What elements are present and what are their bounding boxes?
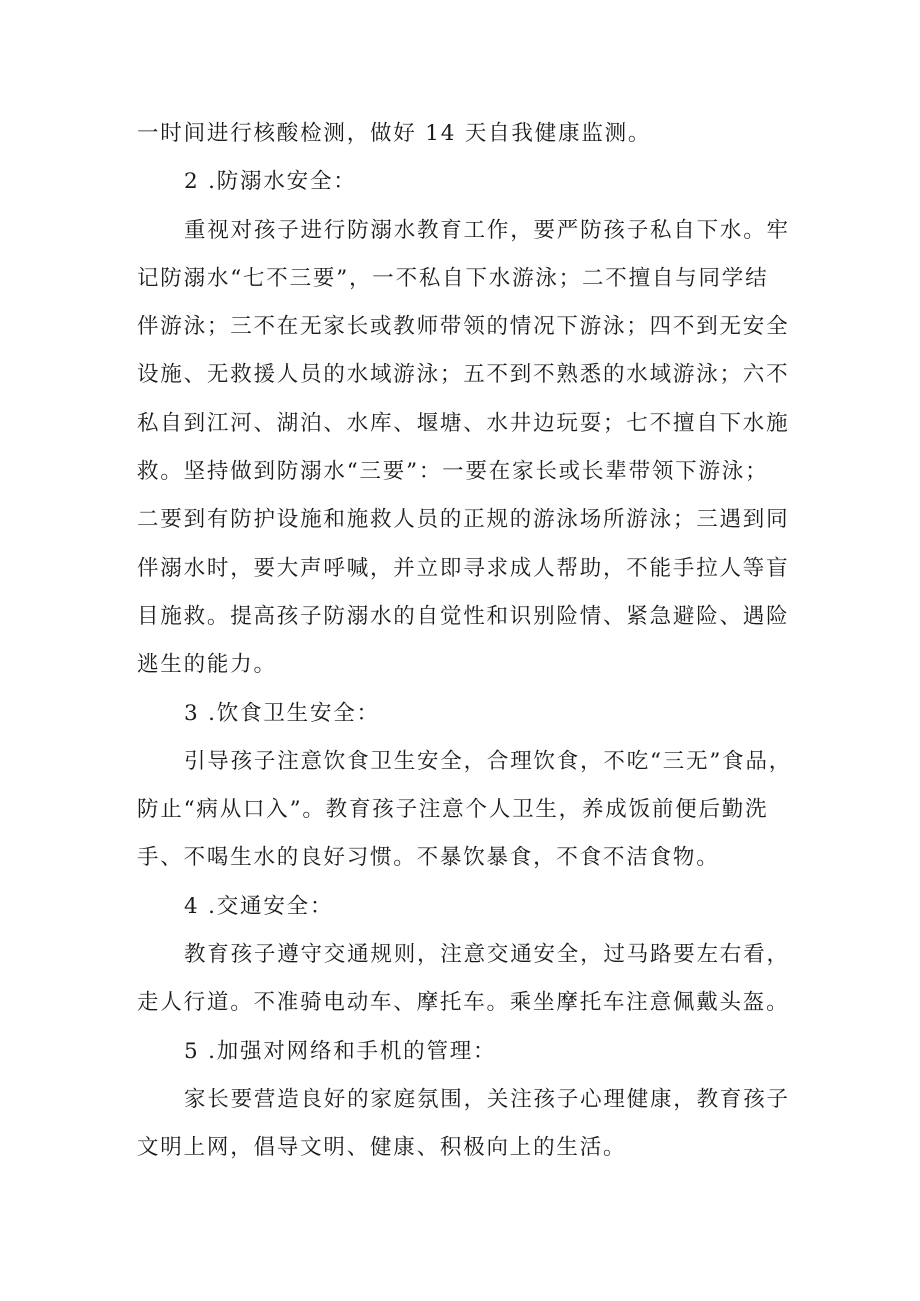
text-line: 引导孩子注意饮食卫生安全，合理饮食，不吃“三无”食品， bbox=[184, 748, 793, 774]
section-heading: 5 .加强对网络和手机的管理： bbox=[184, 1038, 497, 1064]
text-line: 逃生的能力。 bbox=[137, 652, 277, 678]
text-line: 家长要营造良好的家庭氛围，关注孩子心理健康，教育孩子 bbox=[184, 1086, 790, 1112]
text-line: 重视对孩子进行防溺水教育工作，要严防孩子私自下水。牢 bbox=[184, 217, 790, 243]
body-paragraph bbox=[137, 931, 797, 1028]
text-line: 防止“病从口入”。教育孩子注意个人卫生，养成饭前便后勤洗 bbox=[137, 797, 769, 823]
body-paragraph bbox=[137, 1076, 797, 1173]
text-line: 救。坚持做到防溺水“三要”：一要在家长或长辈带领下游泳； bbox=[137, 459, 769, 485]
text-line: 文明上网，倡导文明、健康、积极向上的生活。 bbox=[137, 1135, 627, 1161]
text-line: 目施救。提高孩子防溺水的自觉性和识别险情、紧急避险、遇险 bbox=[137, 603, 790, 629]
section-heading: 4 .交通安全： bbox=[184, 893, 334, 919]
continued-paragraph bbox=[137, 110, 797, 158]
section-heading: 3 .饮食卫生安全： bbox=[184, 700, 380, 726]
section-heading: 2 .防溺水安全： bbox=[184, 169, 357, 195]
text-line: 私自到江河、湖泊、水库、堰塘、水井边玩耍；七不擅自下水施 bbox=[137, 410, 790, 436]
text-line: 记防溺水“七不三要”，一不私自下水游泳；二不擅自与同学结 bbox=[137, 265, 769, 291]
text-line: 手、不喝生水的良好习惯。不暴饮暴食，不食不洁食物。 bbox=[137, 845, 720, 871]
text-line: 设施、无救援人员的水域游泳；五不到不熟悉的水域游泳；六不 bbox=[137, 362, 790, 388]
text-line: 伴游泳；三不在无家长或教师带领的情况下游泳；四不到无安全 bbox=[137, 314, 790, 340]
text-line: 一时间进行核酸检测，做好 14 天自我健康监测。 bbox=[137, 121, 652, 146]
text-line: 二要到有防护设施和施救人员的正规的游泳场所游泳；三遇到同 bbox=[137, 507, 790, 533]
text-line: 走人行道。不准骑电动车、摩托车。乘坐摩托车注意佩戴头盔。 bbox=[137, 990, 790, 1016]
document-body bbox=[137, 110, 797, 1173]
body-paragraph bbox=[137, 738, 797, 883]
body-paragraph bbox=[137, 207, 797, 690]
text-line: 伴溺水时，要大声呼喊，并立即寻求成人帮助，不能手拉人等盲 bbox=[137, 555, 790, 581]
text-line: 教育孩子遵守交通规则，注意交通安全，过马路要左右看， bbox=[184, 942, 790, 968]
